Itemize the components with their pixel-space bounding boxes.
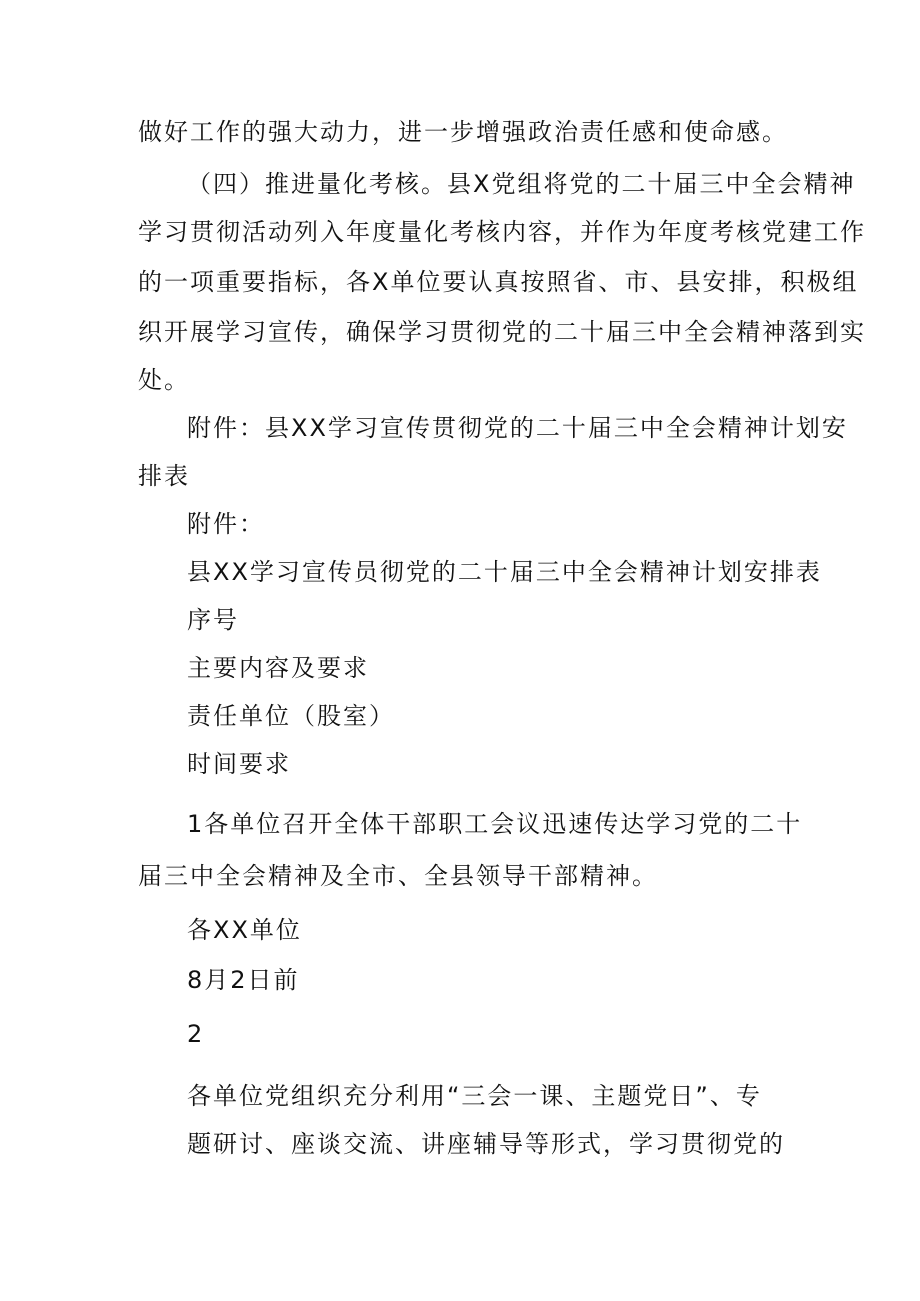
table-row-content: 届三中全会精神及全市、全县领导干部精神。 xyxy=(138,862,658,890)
table-row-content: 1各单位召开全体干部职工会议迅速传达学习党的二十 xyxy=(187,810,803,838)
text-line: 的一项重要指标，各X单位要认真按照省、市、县安排，积极组 xyxy=(138,268,859,296)
table-header-time: 时间要求 xyxy=(187,750,291,778)
table-header-unit: 责任单位（股室） xyxy=(187,702,395,730)
attachment-line: 附件：县XX学习宣传贯彻党的二十届三中全会精神计划安 xyxy=(187,414,848,442)
text-line: 做好工作的强大动力，进一步增强政治责任感和使命感。 xyxy=(138,118,788,146)
text-line: 学习贯彻活动列入年度量化考核内容，并作为年度考核党建工作 xyxy=(138,218,866,246)
table-header-content: 主要内容及要求 xyxy=(187,654,369,682)
attachment-label: 附件： xyxy=(187,510,265,538)
text-line: 处。 xyxy=(138,366,190,394)
table-row-unit: 各XX单位 xyxy=(187,916,302,944)
table-header-index: 序号 xyxy=(187,606,239,634)
table-row-time: 8月2日前 xyxy=(187,966,300,994)
table-title: 县XX学习宣传员彻党的二十届三中全会精神计划安排表 xyxy=(187,558,822,586)
table-row-index: 2 xyxy=(187,1020,205,1048)
text-line: 织开展学习宣传，确保学习贯彻党的二十届三中全会精神落到实 xyxy=(138,318,866,346)
section-heading-line: （四）推进量化考核。县X党组将党的二十届三中全会精神 xyxy=(187,170,856,198)
attachment-line: 排表 xyxy=(138,462,190,490)
table-row-content: 题研讨、座谈交流、讲座辅导等形式，学习贯彻党的 xyxy=(187,1130,785,1158)
table-row-content: 各单位党组织充分利用“三会一课、主题党日”、专 xyxy=(187,1082,762,1110)
